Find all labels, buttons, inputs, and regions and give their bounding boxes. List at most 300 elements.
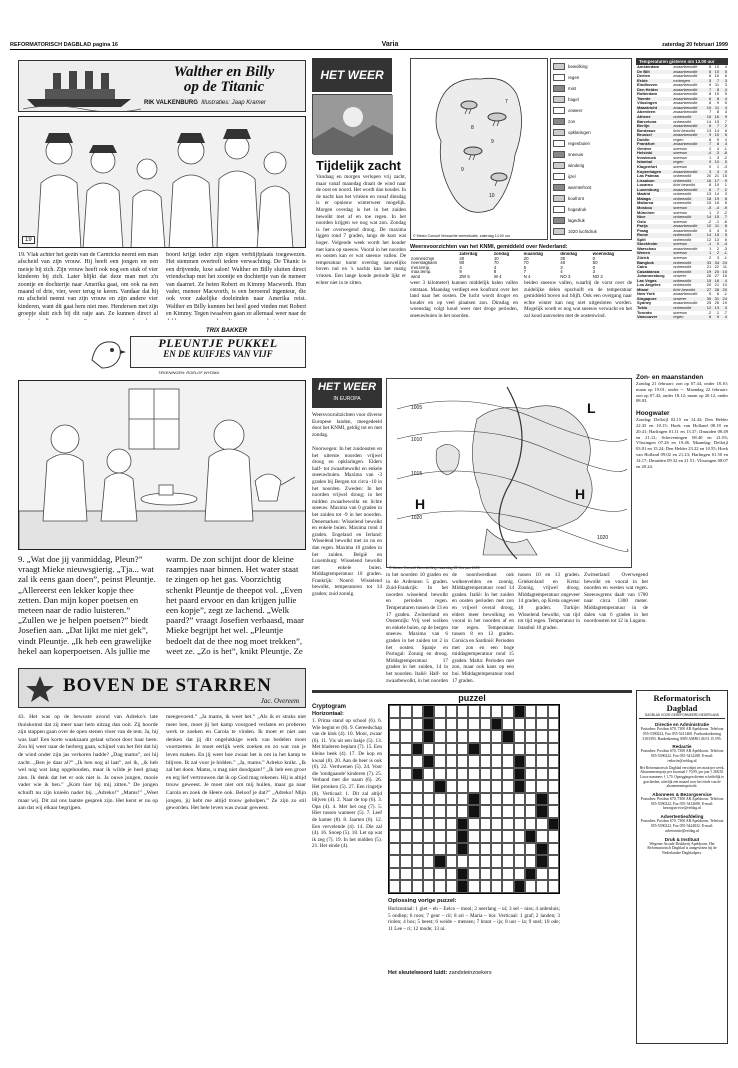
crossword-cell[interactable] <box>423 743 434 756</box>
crossword-cell[interactable] <box>548 843 559 856</box>
sterren-text-col1: 43. Het was op de bewuste avond van Adreko's late thuiskomst dat zij meer naar hem uitzag dan ooit. Zij hoorde zijn stappen gaan over de open stenen vloer van de tent. Ja, hij was laat! Een korte waakzaam gelaat schoot door haar heen. Zou hij weer naar de herberg gaan, schijnel van het feit dat hij de wind onder zijn jas verkoren hadde? „Dag mams”, zei hij zacht. „Ben je daar al?” „Ik ben nog al laat”, zei ik, „ik heb wel nog wat lang opgehouden, maar ik wilde je heel graag zien. Ik denk dat het er ook niet is. Ja ouwe jongen, mooie vader wie ik ben.” „Kom hier bij mij zitten.” De jongen schuift nu zijn knieën nader bij. „Adreko!” „Mams!” „Weet maar wij. Dit zal ons laatste gesprek zijn. Het kerst er nu op aan dat wij elkaar begrijpen. <box>18 714 158 812</box>
world-cell: 27 <box>706 287 712 292</box>
crossword-cell[interactable] <box>536 718 547 731</box>
world-cell: 6 <box>708 96 712 101</box>
crossword-cell[interactable] <box>491 880 502 893</box>
world-cell: 12 <box>706 237 712 242</box>
crossword-cell[interactable] <box>446 880 457 893</box>
fcst-cell: 3 <box>560 265 563 270</box>
world-cell: 8 <box>716 87 720 92</box>
crossword-cell[interactable] <box>525 755 536 768</box>
crossword-cell[interactable] <box>491 730 502 743</box>
crossword-cell[interactable] <box>389 705 400 718</box>
crossword-cell[interactable] <box>480 768 491 781</box>
crossword-cell[interactable] <box>525 743 536 756</box>
fcst-cell: NO 2 <box>592 274 603 279</box>
crossword-cell[interactable] <box>389 730 400 743</box>
crossword-cell[interactable] <box>423 793 434 806</box>
legend-item <box>553 160 629 171</box>
crossword-cell[interactable] <box>480 868 491 881</box>
crossword-cell[interactable] <box>446 843 457 856</box>
world-cell: 31 <box>714 296 720 301</box>
world-cell: 22 <box>714 265 720 270</box>
crossword-cell <box>423 705 434 718</box>
crossword-cell[interactable] <box>389 818 400 831</box>
world-cell: Athene <box>637 115 651 120</box>
crossword-cell[interactable] <box>446 768 457 781</box>
svg-text:9: 9 <box>461 167 464 173</box>
crossword-cell[interactable] <box>446 705 457 718</box>
crossword-cell[interactable] <box>423 830 434 843</box>
crossword-cell[interactable] <box>536 818 547 831</box>
crossword-cell[interactable] <box>502 843 513 856</box>
world-cell: 3 <box>716 155 720 160</box>
crossword-cell[interactable] <box>412 805 423 818</box>
crossword-cell[interactable] <box>457 780 468 793</box>
crossword-cell[interactable] <box>446 730 457 743</box>
world-cell: 8 <box>716 142 720 147</box>
crossword-cell[interactable] <box>457 718 468 731</box>
crossword-cell[interactable] <box>423 868 434 881</box>
world-cell: regen <box>673 160 684 165</box>
crossword-cell[interactable] <box>434 730 445 743</box>
crossword-cell[interactable] <box>502 793 513 806</box>
legend-icon <box>553 129 565 136</box>
crossword-cell[interactable] <box>412 780 423 793</box>
sterren-title: BOVEN DE STARREN <box>63 675 272 696</box>
crossword-cell[interactable] <box>468 818 479 831</box>
crossword-cell[interactable] <box>548 880 559 893</box>
crossword-cell[interactable] <box>412 880 423 893</box>
crossword-cell[interactable] <box>525 718 536 731</box>
world-cell: 7 <box>724 215 727 220</box>
crossword-cell[interactable] <box>525 730 536 743</box>
crossword-cell[interactable] <box>536 868 547 881</box>
world-cell: 15 <box>706 278 712 283</box>
fcst-day: zondag <box>493 252 510 256</box>
crossword-cell[interactable] <box>502 768 513 781</box>
crossword-cell[interactable] <box>548 718 559 731</box>
crossword-cell[interactable] <box>434 743 445 756</box>
world-cell: Locarno <box>637 183 653 188</box>
world-cell: -3 <box>723 165 727 170</box>
crossword-cell[interactable] <box>400 768 411 781</box>
crossword-cell[interactable] <box>480 880 491 893</box>
crossword-cell[interactable] <box>536 880 547 893</box>
legend-label: regenbuien <box>568 141 590 146</box>
crossword-cell[interactable] <box>536 755 547 768</box>
world-cell: 14 <box>706 233 712 238</box>
europa-col2: in het noorden 10 graden en in de Ardennen 5 graden. Zuid-Frankrijk: In het noorden wisselend bewolkt en perioden regen. Temperaturen tussen de 13 en 17 graden. Zwitserland en Oostenrijk: Vrij veel wolken en enkele buien, op de bergen sneeuw. Maxima van 6 graden in het zuiden tot 2 in het oosten. Spanje en Portugal: Zonnig en droog. Middagtemperatuur 17 graden in het zuiden, 14 in het noorden. Italië: Half- tot zwaarbewolkt, in het noorden <box>386 572 448 684</box>
crossword-cell[interactable] <box>468 755 479 768</box>
world-cell: 8 <box>724 196 727 201</box>
crossword-cell[interactable] <box>389 718 400 731</box>
crossword-cell[interactable] <box>412 755 423 768</box>
world-cell: onbewolkt <box>673 269 692 274</box>
world-cell: 13 <box>714 237 720 242</box>
crossword-cell[interactable] <box>446 793 457 806</box>
pleuntje-text-col1: 9. „Wat doe jij vanmiddag, Pleun?” vraagt Mieke nieuwsgierig. „Tja... wat zal ik eens gaan doen”, peinst Pleuntje. „Allereerst een lekker kopje thee zetten. Dan mijn koper poetsen en meteen naar de radio luisteren.” „Zullen we je helpen poetsen?” biedt Josefien aan. „Dat lijkt me niet gek”, vindt Pleuntje. „Ik heb een grawelijke hekel aan koperpoetsen. Als jullie me <box>18 554 156 656</box>
crossword-cell[interactable] <box>412 793 423 806</box>
world-cell: 19 <box>706 269 712 274</box>
crossword-cell[interactable] <box>412 868 423 881</box>
crossword-cell[interactable] <box>400 755 411 768</box>
crossword-cell[interactable] <box>400 880 411 893</box>
crossword-cell[interactable] <box>468 718 479 731</box>
crossword-cell[interactable] <box>434 818 445 831</box>
crossword-cell[interactable] <box>457 743 468 756</box>
crossword-cell[interactable] <box>412 843 423 856</box>
crossword-cell[interactable] <box>423 855 434 868</box>
crossword-cell[interactable] <box>491 805 502 818</box>
world-cell: 1 <box>724 183 727 188</box>
crossword-cell[interactable] <box>389 805 400 818</box>
svg-text:1015: 1015 <box>411 471 423 477</box>
crossword-cell[interactable] <box>480 743 491 756</box>
crossword-cell[interactable] <box>446 780 457 793</box>
crossword-cell[interactable] <box>548 768 559 781</box>
fcst-day: maandag <box>523 252 543 256</box>
crossword-cell[interactable] <box>423 818 434 831</box>
crossword-cell[interactable] <box>502 818 513 831</box>
crossword-cell[interactable] <box>423 880 434 893</box>
world-cell: 1 <box>708 246 712 251</box>
crossword-cell[interactable] <box>548 830 559 843</box>
crossword-cell[interactable] <box>446 805 457 818</box>
world-cell: -7 <box>723 310 727 315</box>
crossword-cell[interactable] <box>434 830 445 843</box>
world-cell: Tokio <box>637 305 648 310</box>
crossword-cell[interactable] <box>514 855 525 868</box>
crossword-cell <box>457 830 468 843</box>
crossword-cell[interactable] <box>412 730 423 743</box>
weer-legend <box>550 58 632 240</box>
crossword-cell[interactable] <box>525 793 536 806</box>
world-cell: zwaarbewolkt <box>673 133 698 138</box>
crossword-cell[interactable] <box>434 768 445 781</box>
crossword-cell[interactable] <box>491 705 502 718</box>
crossword-cell[interactable] <box>480 855 491 868</box>
world-cell: 5 <box>708 292 712 297</box>
crossword-cell[interactable] <box>457 705 468 718</box>
crossword-cell[interactable] <box>446 855 457 868</box>
crossword-cell[interactable] <box>457 805 468 818</box>
crossword-cell[interactable] <box>548 793 559 806</box>
rd-head2: Redactie <box>672 744 692 750</box>
crossword-cell[interactable] <box>468 868 479 881</box>
crossword-cell[interactable] <box>525 768 536 781</box>
crossword-cell[interactable] <box>491 855 502 868</box>
crossword-cell[interactable] <box>548 780 559 793</box>
crossword-cell[interactable] <box>434 880 445 893</box>
world-cell: Warschau <box>637 246 656 251</box>
crossword-cell[interactable] <box>548 855 559 868</box>
world-cell: 9 <box>708 83 712 88</box>
world-cell: regen <box>673 137 684 142</box>
crossword-cell[interactable] <box>412 855 423 868</box>
crossword-cell[interactable] <box>548 868 559 881</box>
crossword-cell[interactable] <box>536 743 547 756</box>
crossword-cell[interactable] <box>525 780 536 793</box>
crossword-cell[interactable] <box>468 830 479 843</box>
crossword-cell[interactable] <box>525 805 536 818</box>
world-cell: 4 <box>716 146 720 151</box>
crossword-cell[interactable] <box>400 830 411 843</box>
crossword-cell[interactable] <box>412 718 423 731</box>
crossword-cell[interactable] <box>536 780 547 793</box>
crossword-cell[interactable] <box>446 868 457 881</box>
world-cell: onbewolkt <box>673 196 692 201</box>
crossword-cell[interactable] <box>389 793 400 806</box>
crossword-cell[interactable] <box>389 830 400 843</box>
crossword-cell[interactable] <box>446 830 457 843</box>
crossword-cell[interactable] <box>423 843 434 856</box>
fcst-cell: 30 <box>560 256 566 261</box>
crossword-cell[interactable] <box>525 705 536 718</box>
world-cell: 7 <box>716 124 720 129</box>
legend-label: ijzel <box>568 174 576 179</box>
crossword-cell[interactable] <box>480 830 491 843</box>
crossword-cell[interactable] <box>502 780 513 793</box>
crossword-cell[interactable] <box>514 830 525 843</box>
crossword-cell[interactable] <box>434 793 445 806</box>
world-cell: 16 <box>714 201 720 206</box>
horiz-head: Horizontaal: <box>312 711 344 717</box>
crossword-cell[interactable] <box>525 880 536 893</box>
crossword-cell[interactable] <box>502 830 513 843</box>
world-cell: Klagenfurt <box>637 165 657 170</box>
crossword-grid[interactable] <box>388 704 560 894</box>
crossword-cell[interactable] <box>400 843 411 856</box>
legend-label: 1020 luchtdruk <box>568 229 597 234</box>
crossword-cell[interactable] <box>548 755 559 768</box>
crossword-cell[interactable] <box>400 743 411 756</box>
world-cell: -2 <box>723 210 727 215</box>
crossword-cell[interactable] <box>548 805 559 818</box>
world-cell: Malaga <box>637 196 651 201</box>
world-cell: 2 <box>716 246 720 251</box>
crossword-cell[interactable] <box>502 718 513 731</box>
legend-icon <box>553 162 565 169</box>
world-cell: 26 <box>714 301 720 306</box>
world-cell: Las Palmas <box>637 174 660 179</box>
crossword-cell[interactable] <box>480 805 491 818</box>
crossword-cell[interactable] <box>389 755 400 768</box>
crossword-cell[interactable] <box>434 755 445 768</box>
crossword-cell[interactable] <box>434 705 445 718</box>
world-cell: 0 <box>708 165 712 170</box>
titanic-author: RIK VALKENBURG <box>144 100 198 106</box>
crossword-cell[interactable] <box>525 843 536 856</box>
crossword-cell[interactable] <box>423 780 434 793</box>
world-cell: 4 <box>724 96 727 101</box>
solution-head: Oplossing vorige puzzel: <box>388 898 457 904</box>
rd-text1: Postadres: Postbus 670, 7300 AR Apeldoorn. Telefoon 055-5390222, Fax 055-5411468. Postbankrekening 3103393. Bankrekening ABN AMRO 46.91.15.595. <box>640 727 724 741</box>
world-cell: 8 <box>708 69 712 74</box>
world-cell: München <box>637 210 655 215</box>
crossword-cell[interactable] <box>446 755 457 768</box>
crossword-cell[interactable] <box>525 855 536 868</box>
crossword-cell[interactable] <box>548 730 559 743</box>
world-cell: Praag <box>637 228 649 233</box>
weer-map-caption: © Meteo Consult Verwachte weersituatie, zaterdag 14.00 uur <box>413 234 510 238</box>
crossword-cell[interactable] <box>548 705 559 718</box>
crossword-cell[interactable] <box>502 743 513 756</box>
crossword-cell[interactable] <box>457 755 468 768</box>
crossword-cell[interactable] <box>514 743 525 756</box>
world-cell: licht bewolkt <box>673 128 695 133</box>
world-cell: onbewolkt <box>673 174 692 179</box>
world-temps-table <box>636 65 728 320</box>
crossword-cell[interactable] <box>446 743 457 756</box>
crossword-cell[interactable] <box>468 705 479 718</box>
crossword-cell[interactable] <box>389 855 400 868</box>
crossword-cell[interactable] <box>514 805 525 818</box>
crossword-cell[interactable] <box>412 818 423 831</box>
crossword-cell[interactable] <box>434 868 445 881</box>
fcst-cell: min.temp. <box>411 265 431 270</box>
weer-sun-photo <box>312 94 392 154</box>
crossword-cell[interactable] <box>491 793 502 806</box>
world-cell: 9 <box>716 101 720 106</box>
crossword-cell[interactable] <box>536 830 547 843</box>
world-cell: 21 <box>706 265 712 270</box>
crossword-cell <box>514 780 525 793</box>
crossword-cell[interactable] <box>480 755 491 768</box>
crossword-cell[interactable] <box>434 805 445 818</box>
crossword-cell[interactable] <box>480 705 491 718</box>
crossword-cell[interactable] <box>434 718 445 731</box>
legend-icon <box>553 107 565 114</box>
crossword-cell[interactable] <box>389 880 400 893</box>
crossword-cell[interactable] <box>491 830 502 843</box>
rd-head3: Abonnees & Bezorgservice <box>652 791 712 797</box>
crossword-cell[interactable] <box>502 755 513 768</box>
world-cell: 15 <box>706 201 712 206</box>
crossword-cell[interactable] <box>423 768 434 781</box>
world-cell: 10 <box>722 283 727 288</box>
crossword-cell[interactable] <box>389 780 400 793</box>
legend-label: onweer <box>568 108 583 113</box>
crossword-cell[interactable] <box>491 818 502 831</box>
crossword-cell[interactable] <box>480 843 491 856</box>
crossword-cell[interactable] <box>491 743 502 756</box>
crossword-cell[interactable] <box>480 780 491 793</box>
crossword-cell[interactable] <box>400 718 411 731</box>
crossword-cell[interactable] <box>502 880 513 893</box>
crossword-cell[interactable] <box>468 880 479 893</box>
world-cell: 1 <box>708 155 712 160</box>
crossword-cell[interactable] <box>468 855 479 868</box>
crossword-cell[interactable] <box>480 730 491 743</box>
world-cell: 17 <box>714 178 720 183</box>
world-cell: zwaarbewolkt <box>673 124 698 129</box>
crossword-cell[interactable] <box>491 768 502 781</box>
crossword-cell[interactable] <box>525 818 536 831</box>
world-cell: 20 <box>714 269 720 274</box>
crossword-cell[interactable] <box>491 755 502 768</box>
crossword-cell[interactable] <box>480 818 491 831</box>
world-cell: Maastricht <box>637 105 658 110</box>
sterren-author: Jac. Overeem <box>260 697 299 705</box>
crossword-cell[interactable] <box>468 780 479 793</box>
crossword-cell[interactable] <box>502 868 513 881</box>
crossword-cell[interactable] <box>480 718 491 731</box>
crossword-cell[interactable] <box>502 805 513 818</box>
crossword-cell[interactable] <box>446 718 457 731</box>
world-cell: zwaarbewolkt <box>673 292 698 297</box>
crossword-cell[interactable] <box>514 730 525 743</box>
crossword-cell[interactable] <box>514 868 525 881</box>
world-cell: 0 <box>724 228 727 233</box>
crossword-cell[interactable] <box>434 843 445 856</box>
crossword-cell[interactable] <box>389 843 400 856</box>
crossword-cell[interactable] <box>412 705 423 718</box>
crossword-cell[interactable] <box>400 818 411 831</box>
world-cell: -1 <box>715 310 720 315</box>
crossword-cell[interactable] <box>400 805 411 818</box>
crossword-cell[interactable] <box>536 730 547 743</box>
crossword-cell[interactable] <box>389 868 400 881</box>
crossword-cell[interactable] <box>457 793 468 806</box>
crossword-cell <box>536 843 547 856</box>
world-cell: -3 <box>723 246 727 251</box>
crossword-cell[interactable] <box>423 805 434 818</box>
crossword-cell[interactable] <box>400 730 411 743</box>
crossword-cell[interactable] <box>400 780 411 793</box>
crossword-cell[interactable] <box>400 855 411 868</box>
crossword-cell[interactable] <box>400 868 411 881</box>
crossword-cell[interactable] <box>389 743 400 756</box>
crossword-cell[interactable] <box>502 855 513 868</box>
crossword-cell[interactable] <box>491 868 502 881</box>
crossword-cell[interactable] <box>514 793 525 806</box>
crossword-cell[interactable] <box>457 730 468 743</box>
crossword-cell[interactable] <box>536 768 547 781</box>
crossword-cell[interactable] <box>502 705 513 718</box>
crossword-cell[interactable] <box>389 768 400 781</box>
crossword-cell[interactable] <box>468 730 479 743</box>
crossword-cell[interactable] <box>514 818 525 831</box>
world-cell: sneeuw <box>673 310 687 315</box>
legend-label: zon <box>568 119 576 124</box>
world-cell: 15 <box>714 233 720 238</box>
world-cell: zwaarbewolkt <box>673 65 698 69</box>
crossword-cell[interactable] <box>514 843 525 856</box>
crossword-cell[interactable] <box>468 768 479 781</box>
crossword-cell <box>548 818 559 831</box>
fcst-cell: 0 <box>592 265 596 270</box>
crossword-cell[interactable] <box>480 793 491 806</box>
crossword-cell[interactable] <box>412 830 423 843</box>
crossword-cell[interactable] <box>457 768 468 781</box>
crossword-cell <box>457 843 468 856</box>
crossword-cell[interactable] <box>536 705 547 718</box>
crossword-cell[interactable] <box>457 855 468 868</box>
world-cell: Madrid <box>637 192 651 197</box>
crossword-cell[interactable] <box>491 843 502 856</box>
crossword-cell[interactable] <box>446 818 457 831</box>
europa-columns <box>386 572 728 684</box>
world-cell: 9 <box>716 137 720 142</box>
crossword-cell[interactable] <box>491 780 502 793</box>
crossword-cell[interactable] <box>400 793 411 806</box>
crossword-cell[interactable] <box>400 705 411 718</box>
world-cell: 4 <box>724 105 727 110</box>
crossword-cell[interactable] <box>514 718 525 731</box>
crossword-cell[interactable] <box>468 843 479 856</box>
crossword-cell[interactable] <box>548 743 559 756</box>
